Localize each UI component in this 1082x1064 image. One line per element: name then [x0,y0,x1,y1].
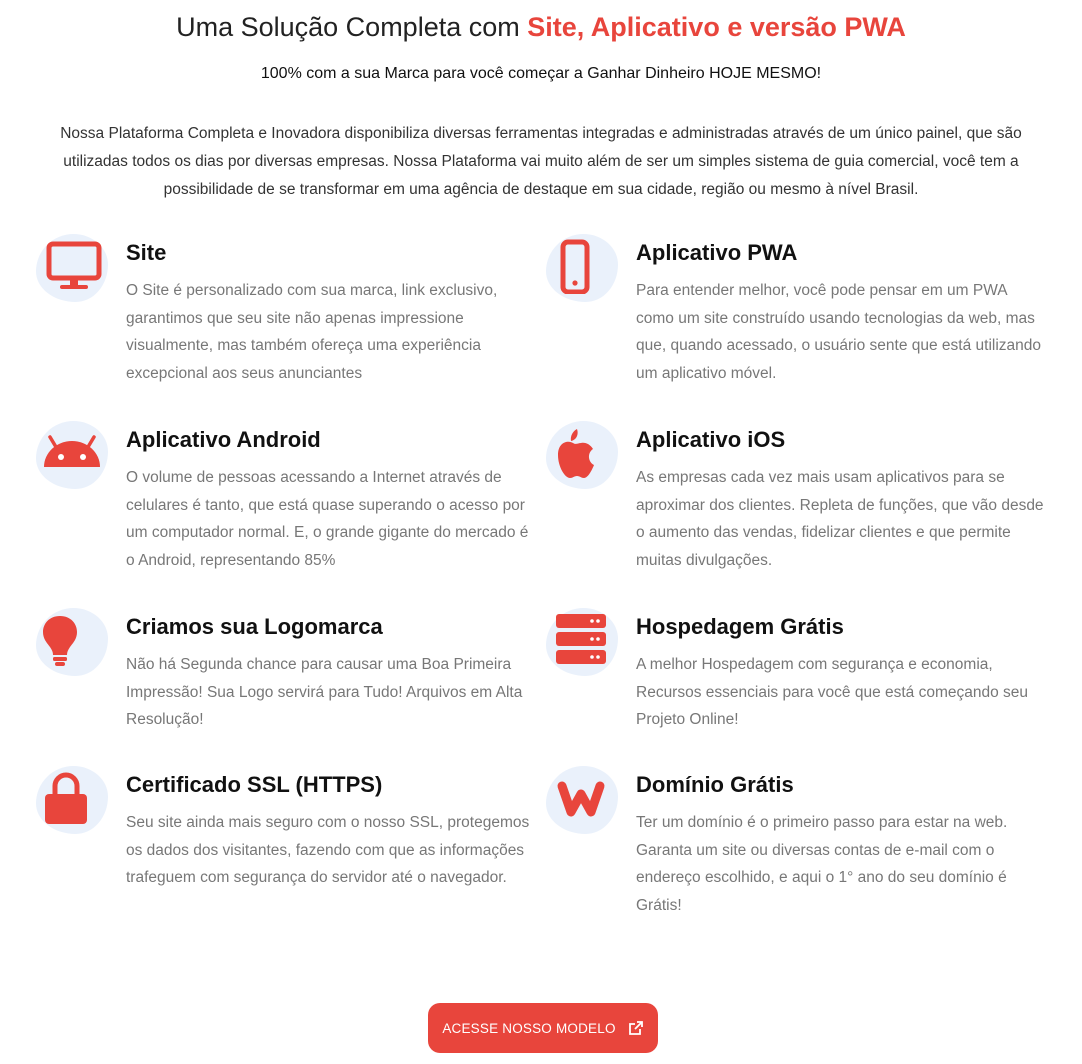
feature-description: Não há Segunda chance para causar uma Boa Primeira Impressão! Sua Logo servirá para Tudo! Arquivos em Alta Resolução! [126,656,523,729]
lightbulb-icon [42,612,106,668]
lock-icon [42,770,106,826]
weebly-w-icon [552,770,616,826]
external-link-icon [628,1020,644,1036]
feature-ssl [36,766,530,936]
monitor-icon [42,238,106,294]
page-title [0,10,1082,44]
feature-description: Seu site ainda mais seguro com o nosso SSL, protegemos os dados dos visitantes, fazendo com que as informações trafeguem com segurança do servidor até o navegador. [126,814,530,887]
feature-title: Domínio Grátis [636,772,794,797]
feature-pwa [546,234,1042,404]
feature-description: A melhor Hospedagem com segurança e economia, Recursos essenciais para você que está começando seu Projeto Online! [636,656,1029,729]
feature-title: Certificado SSL (HTTPS) [126,772,383,797]
feature-title: Hospedagem Grátis [636,614,844,639]
android-icon [42,425,106,481]
cta-label: ACESSE NOSSO MODELO [442,1020,616,1036]
feature-title: Aplicativo PWA [636,240,798,265]
feature-site [36,234,496,404]
intro-paragraph: Nossa Plataforma Completa e Inovadora disponibiliza diversas ferramentas integradas e administradas através de um único painel, que são utilizadas todos os dias por diversas empresas. Nossa Plataforma vai muito além de ser um simples sistema de guia comercial, você tem a possibilidade de se transformar em uma agência de destaque em sua cidade, região ou mesmo à nível Brasil. [60,125,1022,198]
feature-ios [546,421,1044,591]
feature-description: As empresas cada vez mais usam aplicativos para se aproximar dos clientes. Repleta de funções, que vão desde o aumento das vendas, fidelizar clientes e que permite muitas divulgações. [636,469,1044,569]
feature-description: Ter um domínio é o primeiro passo para estar na web. Garanta um site ou diversas contas de e-mail com o endereço escolhido, e aqui o 1° ano do seu domínio é Grátis! [636,814,1008,914]
feature-title: Aplicativo iOS [636,427,786,452]
access-model-button[interactable] [428,1003,658,1053]
feature-description: O Site é personalizado com sua marca, link exclusivo, garantimos que seu site não apenas impressione visualmente, mas também ofereça uma experiência excepcional aos seus anunciantes [126,282,498,382]
feature-title: Criamos sua Logomarca [126,614,383,639]
feature-logo [36,608,523,778]
apple-icon [552,425,616,481]
page-subtitle: 100% com a sua Marca para você começar a Ganhar Dinheiro HOJE MESMO! [260,65,822,82]
feature-hosting [546,608,1029,778]
feature-description: Para entender melhor, você pode pensar em um PWA como um site construído usando tecnologias da web, mas que, quando acessado, o usuário sente que está utilizando um aplicativo móvel. [636,282,1042,382]
smartphone-icon [552,238,616,294]
feature-domain [546,766,1006,936]
feature-title: Site [126,240,167,265]
server-icon [552,612,616,668]
title-prefix: Uma Solução Completa com [176,12,520,42]
feature-android [36,421,529,591]
title-accent: Site, Aplicativo e versão PWA [527,12,906,42]
feature-description: O volume de pessoas acessando a Internet através de celulares é tanto, que está quase superando o acesso por um computador normal. E, o grande gigante do mercado é o Android, representando 85% [126,469,529,569]
feature-title: Aplicativo Android [126,427,321,452]
